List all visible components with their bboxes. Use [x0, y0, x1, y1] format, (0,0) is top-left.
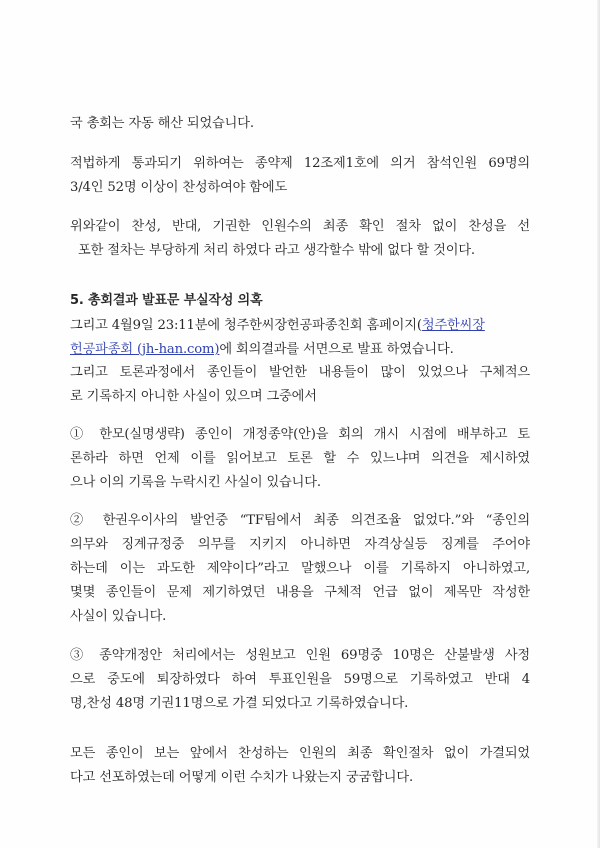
paragraph-line: ① 한모(실명생략) 종인이 개정종약(안)을 회의 개시 시점에 배부하고 토	[70, 427, 530, 442]
paragraph-line: 모든 종인이 보는 앞에서 찬성하는 인원의 최종 확인절차 없이 가결되었	[70, 746, 530, 761]
paragraph-line: 몇몇 종인들이 문제 제기하였던 내용을 구체적 언급 없이 제목만 작성한	[70, 585, 530, 600]
paragraph-line: ② 한권우이사의 발언중 “TF팀에서 최종 의견조율 없었다.”와 “종인의	[70, 513, 530, 528]
homepage-link[interactable]: 청주한씨장	[421, 318, 485, 333]
paragraph-line: 적법하게 통과되기 위하여는 종약제 12조제1호에 의거 참석인원 69명의	[70, 156, 530, 171]
paragraph-line: 의무와 징계규정중 의무를 지키지 아니하면 자격상실등 징계를 주어야	[70, 537, 530, 552]
section-heading: 5. 총회결과 발표문 부실작성 의혹	[70, 293, 263, 308]
paragraph-line: 포한 절차는 부당하게 처리 하였다 라고 생각할수 밖에 없다 할 것이다.	[78, 243, 475, 258]
paragraph-line: 로 기록하지 아니한 사실이 있으며 그중에서	[70, 389, 317, 404]
paragraph-line: ③ 종약개정안 처리에서는 성원보고 인원 69명중 10명은 산불발생 사정	[70, 648, 530, 663]
paragraph-line: 하는데 이는 과도한 제약이다”라고 말했으나 이를 기록하지 아니하였고,	[70, 561, 530, 576]
paragraph-line	[70, 317, 530, 335]
line-text: 그리고 4월9일 23:11분에 청주한씨장헌공파종친회 홈페이지(	[70, 318, 422, 333]
paragraph-line: 3/4인 52명 이상이 찬성하여야 함에도	[70, 180, 288, 195]
paragraph-line: 위와같이 찬성, 반대, 기권한 인원수의 최종 확인 절차 없이 찬성을 선	[70, 219, 530, 234]
line-text: 에 회의결과를 서면으로 발표 하였습니다.	[219, 342, 454, 357]
paragraph-line: 다고 선포하였는데 어떻게 이런 수치가 나왔는지 궁굼합니다.	[70, 770, 414, 785]
paragraph-line: 그리고 토론과정에서 종인들이 발언한 내용들이 많이 있었으나 구체적으	[70, 365, 530, 380]
paragraph-line: 명,찬성 48명 기권11명으로 가결 되었다고 기록하였습니다.	[70, 696, 409, 711]
paragraph-line: 국 총회는 자동 해산 되었습니다.	[70, 116, 254, 131]
paragraph-line: 으나 이의 기록을 누락시킨 사실이 있습니다.	[70, 475, 321, 490]
paragraph-line: 으로 중도에 퇴장하였다 하여 투표인원을 59명으로 기록하였고 반대 4	[70, 672, 530, 687]
paragraph-line: 사실이 있습니다.	[70, 609, 167, 624]
paragraph-line: 론하라 하면 언제 이를 읽어보고 토론 할 수 있느냐며 의견을 제시하였	[70, 451, 530, 466]
paragraph-line	[70, 341, 530, 359]
homepage-link[interactable]: 헌공파종회 (jh-han.com)	[70, 342, 220, 357]
